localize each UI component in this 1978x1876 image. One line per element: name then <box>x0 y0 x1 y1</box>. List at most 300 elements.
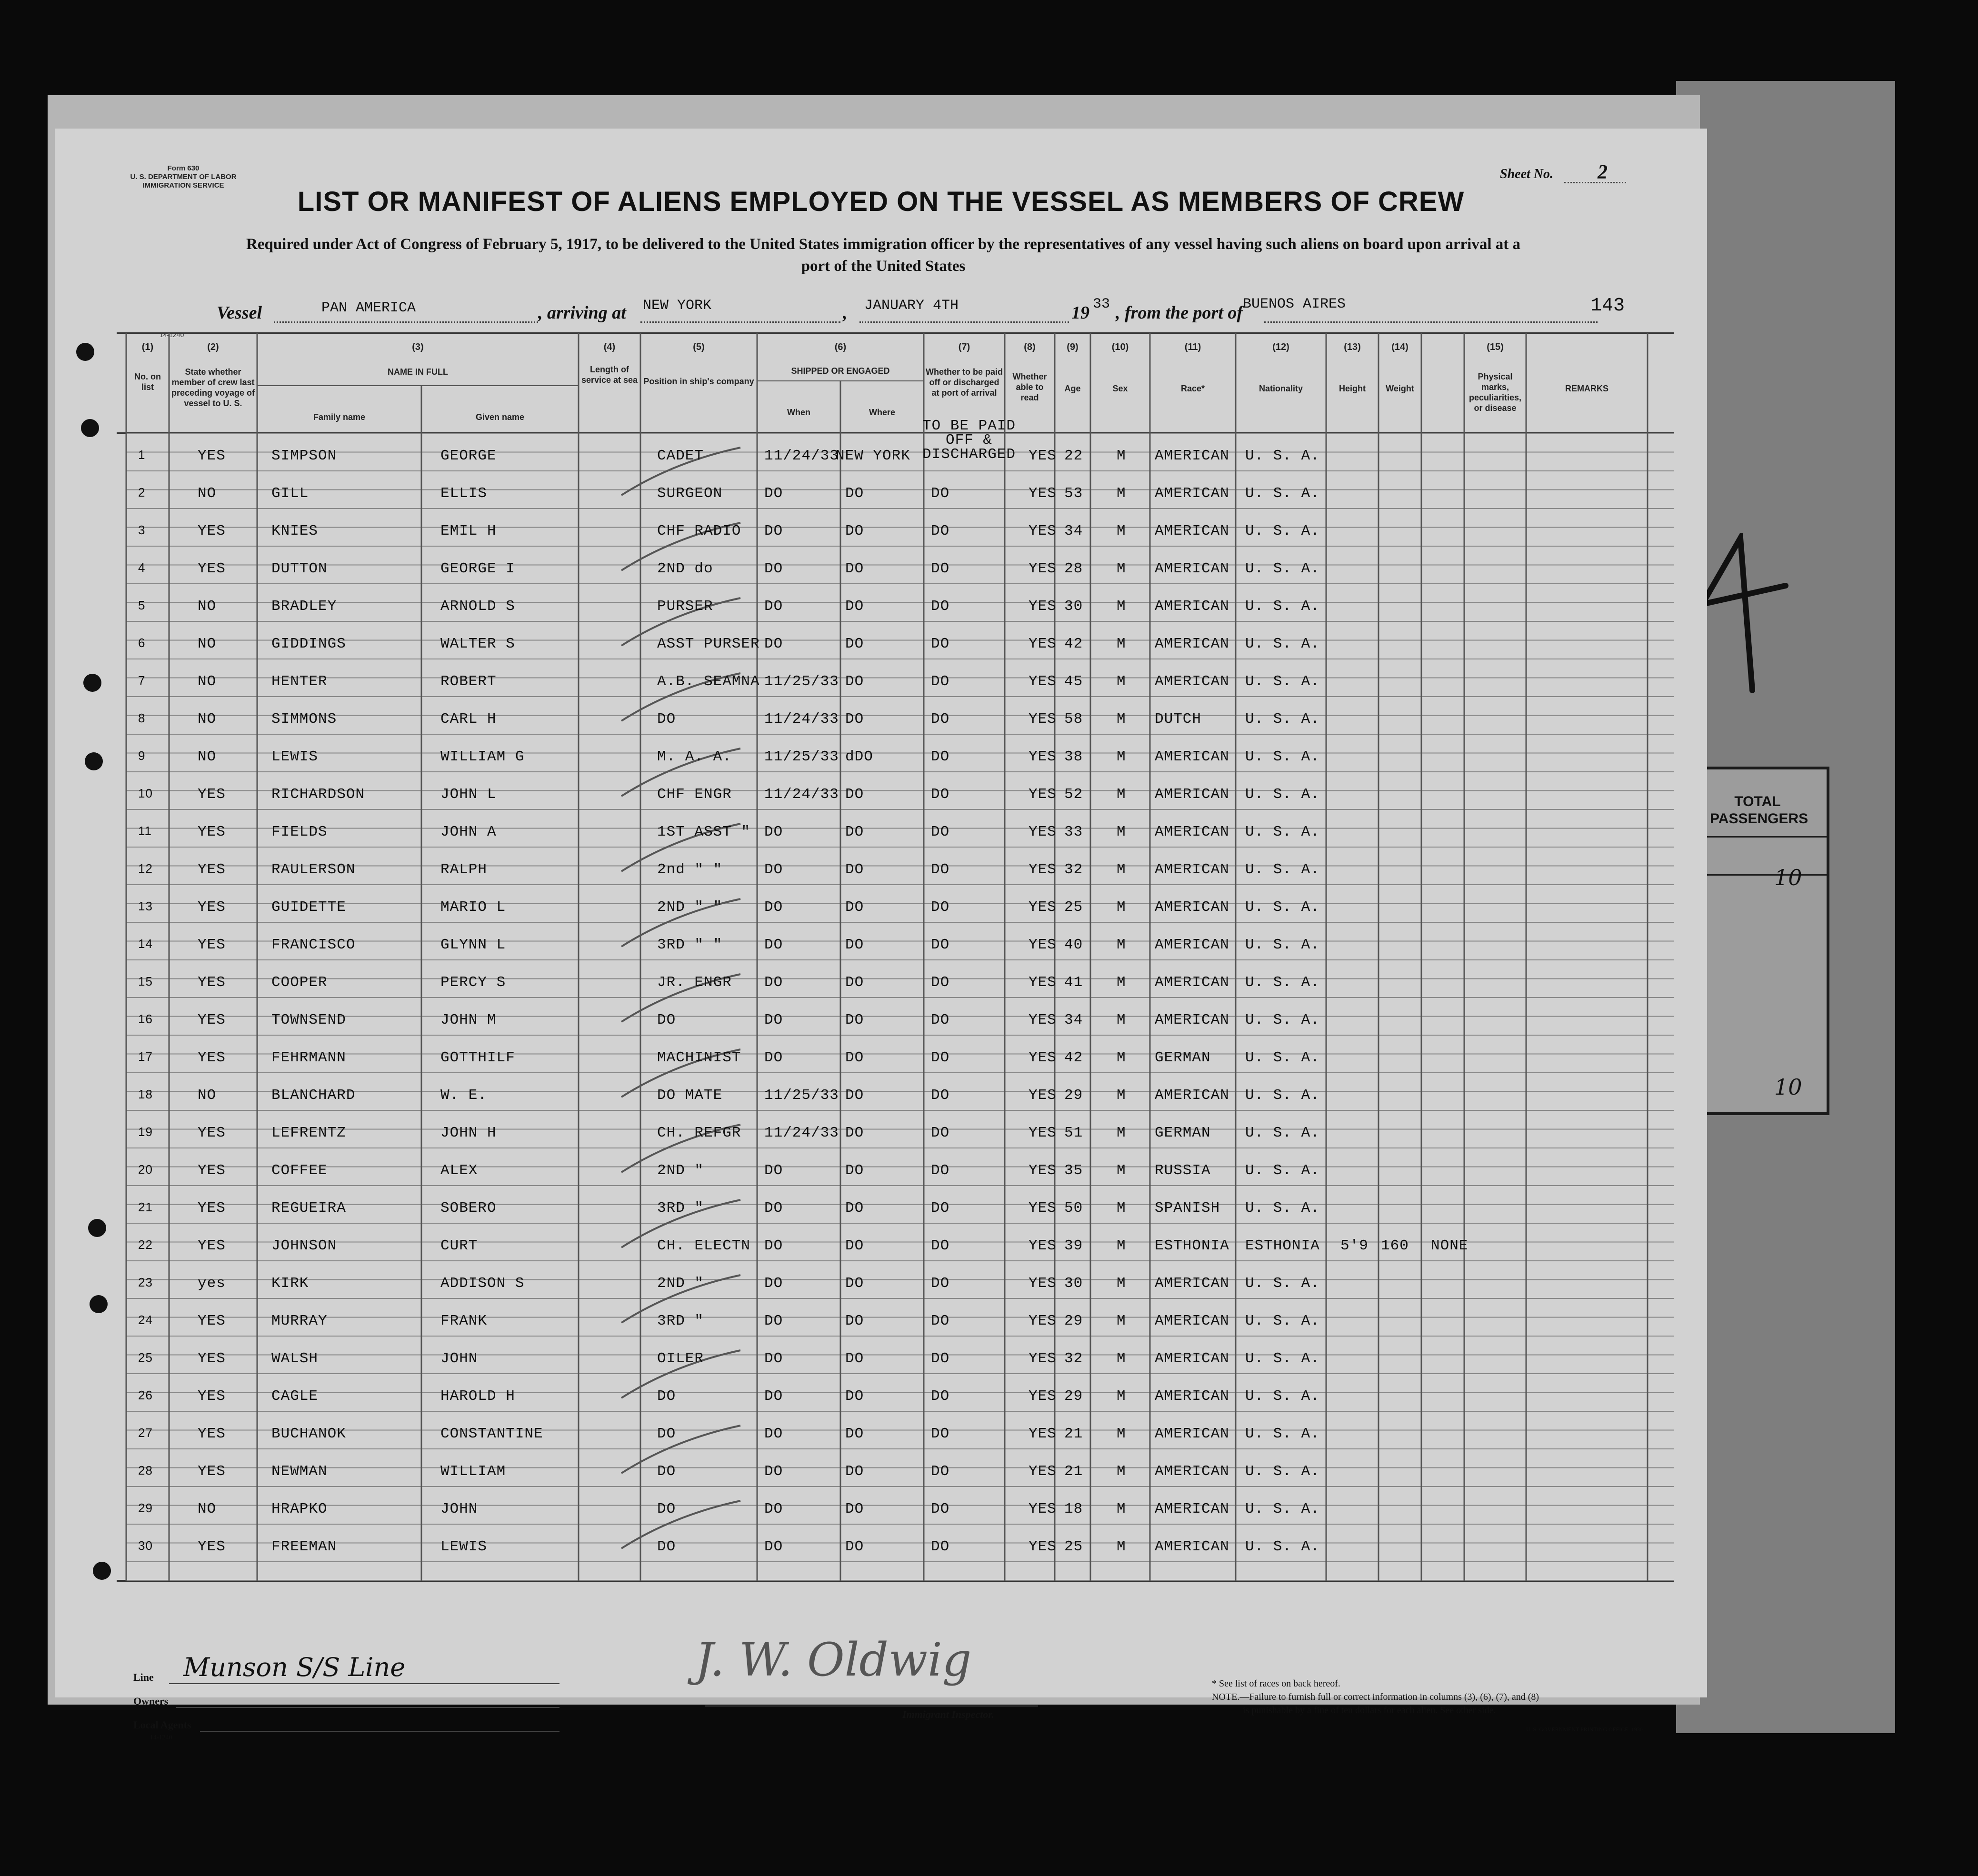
position: CHF ENGR <box>657 786 732 803</box>
sex: M <box>1117 560 1126 577</box>
age: 51 <box>1064 1125 1083 1141</box>
given-name: EMIL H <box>440 523 497 539</box>
race: AMERICAN <box>1155 1087 1229 1104</box>
sex: M <box>1117 485 1126 502</box>
paid-off: DO <box>931 636 950 652</box>
position: 2ND " " <box>657 899 723 916</box>
column-number: (13) <box>1344 342 1361 352</box>
nationality: U. S. A. <box>1245 1275 1320 1292</box>
binder-hole <box>76 343 94 361</box>
paid-off: DO <box>931 861 950 878</box>
age: 35 <box>1064 1162 1083 1179</box>
position: SURGEON <box>657 485 723 502</box>
shipped-where: DO <box>845 636 864 652</box>
nationality: U. S. A. <box>1245 937 1320 953</box>
race: AMERICAN <box>1155 824 1229 840</box>
position: 3RD " " <box>657 937 723 953</box>
nationality: U. S. A. <box>1245 1501 1320 1517</box>
sex: M <box>1117 1501 1126 1517</box>
shipped-when: DO <box>764 1275 783 1292</box>
stamp-number: 143 <box>1590 295 1625 317</box>
previous-voyage: NO <box>198 748 217 765</box>
age: 32 <box>1064 861 1083 878</box>
position: 2ND " <box>657 1275 704 1292</box>
sex: M <box>1117 673 1126 690</box>
shipped-where: DO <box>845 1125 864 1141</box>
column-number: (12) <box>1272 342 1289 352</box>
row-number: 26 <box>138 1388 153 1402</box>
line-handwritten: Munson S/S Line <box>183 1652 406 1682</box>
shipped-where: DO <box>845 1538 864 1555</box>
able-to-read: YES <box>1029 1087 1057 1104</box>
age: 34 <box>1064 523 1083 539</box>
given-name: FRANK <box>440 1313 488 1329</box>
sex: M <box>1117 824 1126 840</box>
column-header: Physical marks, peculiarities, or disease <box>1469 372 1522 413</box>
column-header: Race* <box>1180 384 1205 393</box>
previous-voyage: NO <box>198 636 217 652</box>
card-rule <box>1700 836 1827 838</box>
able-to-read: YES <box>1029 1313 1057 1329</box>
able-to-read: YES <box>1029 1426 1057 1442</box>
age: 18 <box>1064 1501 1083 1517</box>
previous-voyage: YES <box>198 1237 226 1254</box>
sex: M <box>1117 974 1126 991</box>
sex: M <box>1117 1350 1126 1367</box>
age: 42 <box>1064 636 1083 652</box>
comma: , <box>843 303 848 323</box>
shipped-when: DO <box>764 1237 783 1254</box>
race: AMERICAN <box>1155 1313 1229 1329</box>
agents-code: 14-1240 <box>150 1734 172 1741</box>
line-label: Line <box>133 1671 154 1683</box>
age: 29 <box>1064 1087 1083 1104</box>
from-port-label: , from the port of <box>1116 303 1243 323</box>
nationality: U. S. A. <box>1245 448 1320 464</box>
given-name: JOHN A <box>440 824 497 840</box>
row-number: 3 <box>138 523 146 537</box>
nationality: U. S. A. <box>1245 786 1320 803</box>
age: 40 <box>1064 937 1083 953</box>
position: DO <box>657 1538 676 1555</box>
paid-off: DO <box>931 1538 950 1555</box>
family-name: REGUEIRA <box>271 1200 346 1217</box>
previous-voyage: NO <box>198 1087 217 1104</box>
row-number: 23 <box>138 1275 153 1289</box>
able-to-read: YES <box>1029 673 1057 690</box>
shipped-when: DO <box>764 1200 783 1217</box>
paid-off: DO <box>931 523 950 539</box>
shipped-where: DO <box>845 1313 864 1329</box>
race: AMERICAN <box>1155 598 1229 615</box>
shipped-where: DO <box>845 899 864 916</box>
age: 34 <box>1064 1012 1083 1028</box>
paid-off: DO <box>931 1087 950 1104</box>
paid-off: DO <box>931 560 950 577</box>
family-name: CAGLE <box>271 1388 319 1405</box>
family-name: RAULERSON <box>271 861 356 878</box>
position: DO <box>657 1426 676 1442</box>
departure-port: BUENOS AIRES <box>1243 296 1346 312</box>
shipped-when: DO <box>764 899 783 916</box>
paid-off: DO <box>931 1313 950 1329</box>
column-header: Age <box>1064 384 1081 393</box>
department-name: U. S. DEPARTMENT OF LABOR <box>130 173 237 181</box>
age: 45 <box>1064 673 1083 690</box>
age: 21 <box>1064 1426 1083 1442</box>
race: DUTCH <box>1155 711 1202 728</box>
shipped-when: 11/24/33 <box>764 786 839 803</box>
shipped-when: 11/25/33 <box>764 1087 839 1104</box>
able-to-read: YES <box>1029 1463 1057 1480</box>
able-to-read: YES <box>1029 1388 1057 1405</box>
able-to-read: YES <box>1029 1350 1057 1367</box>
paid-off: DO <box>931 824 950 840</box>
family-name: KIRK <box>271 1275 309 1292</box>
shipped-when: DO <box>764 1012 783 1028</box>
penalty-note-cont: is punishable by a fine of ten dollars for each alien. See other side. <box>1243 1705 1496 1716</box>
shipped-when: 11/25/33 <box>764 748 839 765</box>
form-code: 14-1240 <box>160 331 184 339</box>
position: M. A. A. <box>657 748 732 765</box>
shipped-when: DO <box>764 636 783 652</box>
sex: M <box>1117 1087 1126 1104</box>
shipped-where: NEW YORK <box>836 448 910 464</box>
given-name: RALPH <box>440 861 488 878</box>
position: DO MATE <box>657 1087 723 1104</box>
paid-off: TO BE PAID OFF & DISCHARGED <box>922 418 1016 463</box>
nationality: U. S. A. <box>1245 974 1320 991</box>
age: 50 <box>1064 1200 1083 1217</box>
age: 28 <box>1064 560 1083 577</box>
total-passengers-bottom: 10 <box>1774 1074 1802 1100</box>
paid-off: DO <box>931 1350 950 1367</box>
given-name: SOBERO <box>440 1200 497 1217</box>
sex: M <box>1117 523 1126 539</box>
paid-off: DO <box>931 1200 950 1217</box>
row-number: 7 <box>138 673 146 688</box>
shipped-when: 11/24/33 <box>764 1125 839 1141</box>
age: 29 <box>1064 1313 1083 1329</box>
family-name: FEHRMANN <box>271 1049 346 1066</box>
column-header: No. on list <box>134 372 161 392</box>
paid-off: DO <box>931 1012 950 1028</box>
paid-off: DO <box>931 485 950 502</box>
row-number: 16 <box>138 1012 153 1026</box>
nationality: U. S. A. <box>1245 1162 1320 1179</box>
given-name: ARNOLD S <box>440 598 515 615</box>
subtitle-line: port of the United States <box>801 258 966 275</box>
able-to-read: YES <box>1029 1049 1057 1066</box>
column-number: (15) <box>1487 342 1504 352</box>
row-number: 30 <box>138 1538 153 1553</box>
given-name: JOHN <box>440 1501 478 1517</box>
previous-voyage: YES <box>198 448 226 464</box>
position: 2ND do <box>657 560 713 577</box>
row-number: 4 <box>138 560 146 575</box>
column-subheader: Given name <box>475 412 525 422</box>
race: AMERICAN <box>1155 786 1229 803</box>
printing-office: U. S. GOVERNMENT PRINTING OFFICE: 1930 <box>1526 1726 1643 1733</box>
position: CHF RADIO <box>657 523 741 539</box>
position: DO <box>657 1463 676 1480</box>
previous-voyage: YES <box>198 824 226 840</box>
total-passengers-top: 10 <box>1774 865 1802 890</box>
arrival-port: NEW YORK <box>643 298 712 314</box>
nationality: U. S. A. <box>1245 1388 1320 1405</box>
nationality: U. S. A. <box>1245 824 1320 840</box>
race: ESTHONIA <box>1155 1237 1229 1254</box>
age: 52 <box>1064 786 1083 803</box>
row-number: 19 <box>138 1125 153 1139</box>
row-number: 24 <box>138 1313 153 1327</box>
shipped-when: DO <box>764 1463 783 1480</box>
shipped-where: DO <box>845 1200 864 1217</box>
position: CADET <box>657 448 704 464</box>
previous-voyage: NO <box>198 673 217 690</box>
column-number: (6) <box>834 342 847 352</box>
paid-off: DO <box>931 748 950 765</box>
column-number: (3) <box>412 342 424 352</box>
row-number: 17 <box>138 1049 153 1064</box>
given-name: WILLIAM <box>440 1463 506 1480</box>
column-number: (9) <box>1067 342 1079 352</box>
age: 38 <box>1064 748 1083 765</box>
shipped-where: DO <box>845 1087 864 1104</box>
race: AMERICAN <box>1155 1501 1229 1517</box>
previous-voyage: YES <box>198 1388 226 1405</box>
given-name: MARIO L <box>440 899 506 916</box>
paid-off: DO <box>931 1049 950 1066</box>
nationality: U. S. A. <box>1245 560 1320 577</box>
row-number: 9 <box>138 748 146 763</box>
shipped-when: DO <box>764 1162 783 1179</box>
age: 22 <box>1064 448 1083 464</box>
paid-off: DO <box>931 1162 950 1179</box>
column-header: Length of service at sea <box>581 365 638 385</box>
column-header: NAME IN FULL <box>388 367 448 377</box>
sheet-number: 2 <box>1598 161 1608 183</box>
shipped-where: DO <box>845 560 864 577</box>
previous-voyage: NO <box>198 598 217 615</box>
able-to-read: YES <box>1029 974 1057 991</box>
sex: M <box>1117 861 1126 878</box>
able-to-read: YES <box>1029 636 1057 652</box>
given-name: JOHN H <box>440 1125 497 1141</box>
previous-voyage: YES <box>198 523 226 539</box>
shipped-when: 11/24/33 <box>764 711 839 728</box>
age: 21 <box>1064 1463 1083 1480</box>
column-subheader: When <box>787 408 810 417</box>
total-passengers-card <box>1698 767 1829 1115</box>
family-name: MURRAY <box>271 1313 328 1329</box>
able-to-read: YES <box>1029 1125 1057 1141</box>
previous-voyage: NO <box>198 485 217 502</box>
binder-hole <box>88 1219 106 1237</box>
line-rule <box>169 1683 559 1684</box>
race: AMERICAN <box>1155 560 1229 577</box>
family-name: LEWIS <box>271 748 319 765</box>
previous-voyage: YES <box>198 1162 226 1179</box>
previous-voyage: NO <box>198 1501 217 1517</box>
owners-label: Owners <box>133 1695 169 1707</box>
race: AMERICAN <box>1155 523 1229 539</box>
shipped-when: 11/24/33 <box>764 448 839 464</box>
shipped-where: DO <box>845 523 864 539</box>
column-header: Sex <box>1112 384 1128 393</box>
shipped-when: DO <box>764 598 783 615</box>
age: 42 <box>1064 1049 1083 1066</box>
binder-hole <box>90 1295 108 1313</box>
previous-voyage: YES <box>198 899 226 916</box>
nationality: U. S. A. <box>1245 711 1320 728</box>
previous-voyage: YES <box>198 1012 226 1028</box>
position: DO <box>657 711 676 728</box>
nationality: U. S. A. <box>1245 1012 1320 1028</box>
paid-off: DO <box>931 673 950 690</box>
row-number: 18 <box>138 1087 153 1101</box>
given-name: CONSTANTINE <box>440 1426 543 1442</box>
nationality: U. S. A. <box>1245 673 1320 690</box>
able-to-read: YES <box>1029 1200 1057 1217</box>
position: 1ST ASST " <box>657 824 751 840</box>
previous-voyage: YES <box>198 1463 226 1480</box>
row-number: 25 <box>138 1350 153 1365</box>
sex: M <box>1117 1049 1126 1066</box>
given-name: ROBERT <box>440 673 497 690</box>
previous-voyage: YES <box>198 786 226 803</box>
nationality: U. S. A. <box>1245 1125 1320 1141</box>
race: AMERICAN <box>1155 1426 1229 1442</box>
handwritten-mark <box>1695 533 1790 705</box>
sex: M <box>1117 448 1126 464</box>
agents-label: Local Agents <box>133 1719 191 1731</box>
race: RUSSIA <box>1155 1162 1211 1179</box>
column-subheader: Where <box>869 408 895 417</box>
race: GERMAN <box>1155 1125 1211 1141</box>
family-name: RICHARDSON <box>271 786 365 803</box>
column-number: (4) <box>603 342 616 352</box>
nationality: U. S. A. <box>1245 523 1320 539</box>
family-name: FREEMAN <box>271 1538 337 1555</box>
column-header: Height <box>1339 384 1366 393</box>
column-header: REMARKS <box>1565 384 1608 393</box>
shipped-when: DO <box>764 974 783 991</box>
nationality: U. S. A. <box>1245 748 1320 765</box>
inspector-signature: J. W. Oldwig <box>695 1633 972 1686</box>
given-name: WALTER S <box>440 636 515 652</box>
binder-hole <box>85 752 103 770</box>
shipped-where: DO <box>845 1426 864 1442</box>
shipped-when: 11/25/33 <box>764 673 839 690</box>
sex: M <box>1117 1275 1126 1292</box>
shipped-where: DO <box>845 861 864 878</box>
age: 33 <box>1064 824 1083 840</box>
age: 25 <box>1064 1538 1083 1555</box>
previous-voyage: YES <box>198 1049 226 1066</box>
race: AMERICAN <box>1155 899 1229 916</box>
given-name: CURT <box>440 1237 478 1254</box>
able-to-read: YES <box>1029 523 1057 539</box>
able-to-read: YES <box>1029 1237 1057 1254</box>
shipped-where: DO <box>845 1350 864 1367</box>
given-name: GLYNN L <box>440 937 506 953</box>
year-prefix: 19 <box>1071 303 1089 323</box>
previous-voyage: YES <box>198 1350 226 1367</box>
position: DO <box>657 1012 676 1028</box>
able-to-read: YES <box>1029 1012 1057 1028</box>
age: 53 <box>1064 485 1083 502</box>
nationality: U. S. A. <box>1245 861 1320 878</box>
family-name: COOPER <box>271 974 328 991</box>
given-name: GEORGE I <box>440 560 515 577</box>
nationality: U. S. A. <box>1245 485 1320 502</box>
vessel-label: Vessel <box>217 303 262 323</box>
shipped-when: DO <box>764 1350 783 1367</box>
row-number: 27 <box>138 1426 153 1440</box>
able-to-read: YES <box>1029 861 1057 878</box>
age: 29 <box>1064 1388 1083 1405</box>
sex: M <box>1117 636 1126 652</box>
column-number: (14) <box>1391 342 1409 352</box>
paid-off: DO <box>931 1275 950 1292</box>
position: DO <box>657 1388 676 1405</box>
position: 2ND " <box>657 1162 704 1179</box>
shipped-when: DO <box>764 861 783 878</box>
nationality: U. S. A. <box>1245 1087 1320 1104</box>
able-to-read: YES <box>1029 1538 1057 1555</box>
nationality: U. S. A. <box>1245 899 1320 916</box>
family-name: COFFEE <box>271 1162 328 1179</box>
shipped-when: DO <box>764 560 783 577</box>
nationality: U. S. A. <box>1245 1463 1320 1480</box>
race: AMERICAN <box>1155 748 1229 765</box>
agents-rule <box>200 1731 559 1732</box>
able-to-read: YES <box>1029 560 1057 577</box>
column-number: (2) <box>207 342 219 352</box>
column-number: (7) <box>958 342 970 352</box>
sex: M <box>1117 1538 1126 1555</box>
able-to-read: YES <box>1029 748 1057 765</box>
sex: M <box>1117 1012 1126 1028</box>
shipped-when: DO <box>764 1388 783 1405</box>
column-number: (5) <box>693 342 705 352</box>
row-number: 10 <box>138 786 153 800</box>
arrival-year: 33 <box>1093 296 1110 312</box>
shipped-where: DO <box>845 937 864 953</box>
family-name: FIELDS <box>271 824 328 840</box>
shipped-where: DO <box>845 598 864 615</box>
height: 5'9 <box>1340 1237 1369 1254</box>
race: AMERICAN <box>1155 1012 1229 1028</box>
race: AMERICAN <box>1155 1350 1229 1367</box>
previous-voyage: YES <box>198 974 226 991</box>
sex: M <box>1117 786 1126 803</box>
family-name: TOWNSEND <box>271 1012 346 1028</box>
race: GERMAN <box>1155 1049 1211 1066</box>
paid-off: DO <box>931 937 950 953</box>
column-header: State whether member of crew last preceding voyage of vessel to U. S. <box>171 367 255 408</box>
shipped-where: DO <box>845 824 864 840</box>
able-to-read: YES <box>1029 1501 1057 1517</box>
vessel-name: PAN AMERICA <box>321 300 416 316</box>
sheet-label: Sheet No. <box>1500 167 1553 181</box>
paid-off: DO <box>931 786 950 803</box>
shipped-when: DO <box>764 523 783 539</box>
age: 58 <box>1064 711 1083 728</box>
manifest-page <box>55 129 1707 1741</box>
sex: M <box>1117 899 1126 916</box>
